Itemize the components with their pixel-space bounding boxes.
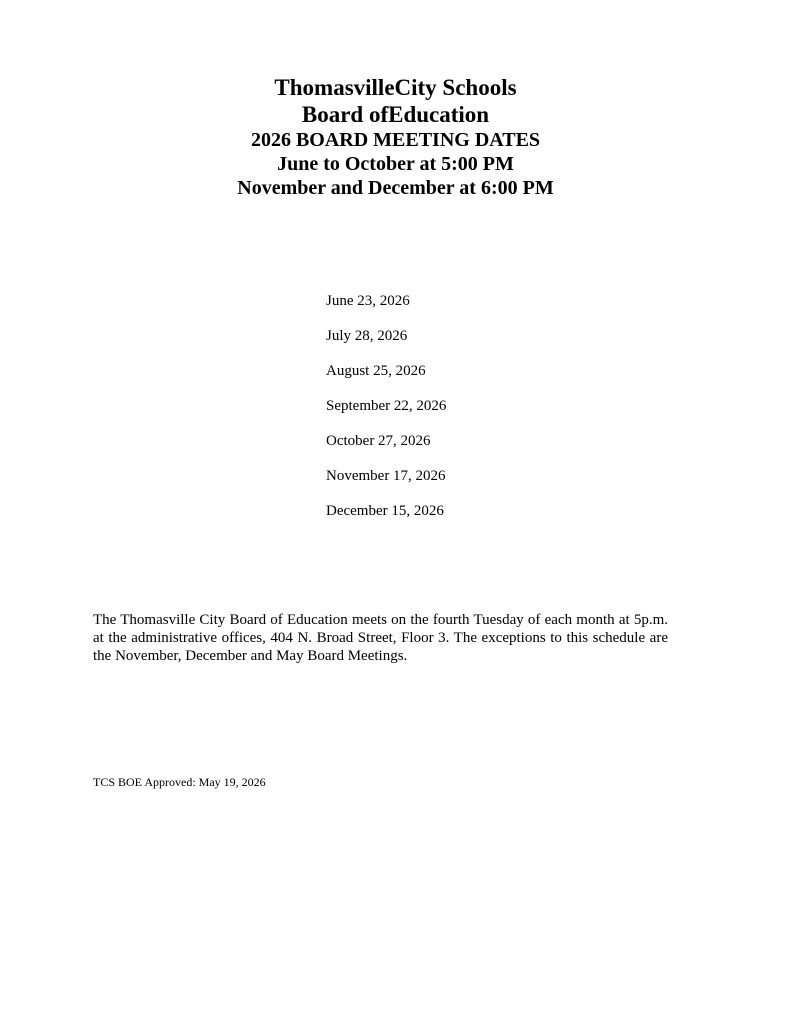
document-header xyxy=(0,74,791,200)
meeting-date: November 17, 2026 xyxy=(326,468,446,484)
schedule-description: The Thomasville City Board of Education meets on the fourth Tuesday of each month at 5p.m. at the administrative offices, 404 N. Broad Street, Floor 3. The exceptions to this schedule are the November, December and May Board Meetings. xyxy=(93,612,668,664)
meeting-date: June 23, 2026 xyxy=(326,293,410,309)
meeting-time-summer: June to October at 5:00 PM xyxy=(277,153,514,175)
meeting-date: September 22, 2026 xyxy=(326,398,447,414)
meeting-dates-list xyxy=(326,292,446,537)
district-name: ThomasvilleCity Schools xyxy=(274,75,517,100)
document-title: 2026 BOARD MEETING DATES xyxy=(250,129,541,151)
approval-note: TCS BOE Approved: May 19, 2026 xyxy=(93,775,266,789)
board-name: Board ofEducation xyxy=(301,102,490,127)
meeting-date: July 28, 2026 xyxy=(326,328,408,344)
meeting-date: August 25, 2026 xyxy=(326,363,426,379)
meeting-date: December 15, 2026 xyxy=(326,503,444,519)
meeting-date: October 27, 2026 xyxy=(326,433,431,449)
meeting-time-winter: November and December at 6:00 PM xyxy=(237,177,554,199)
